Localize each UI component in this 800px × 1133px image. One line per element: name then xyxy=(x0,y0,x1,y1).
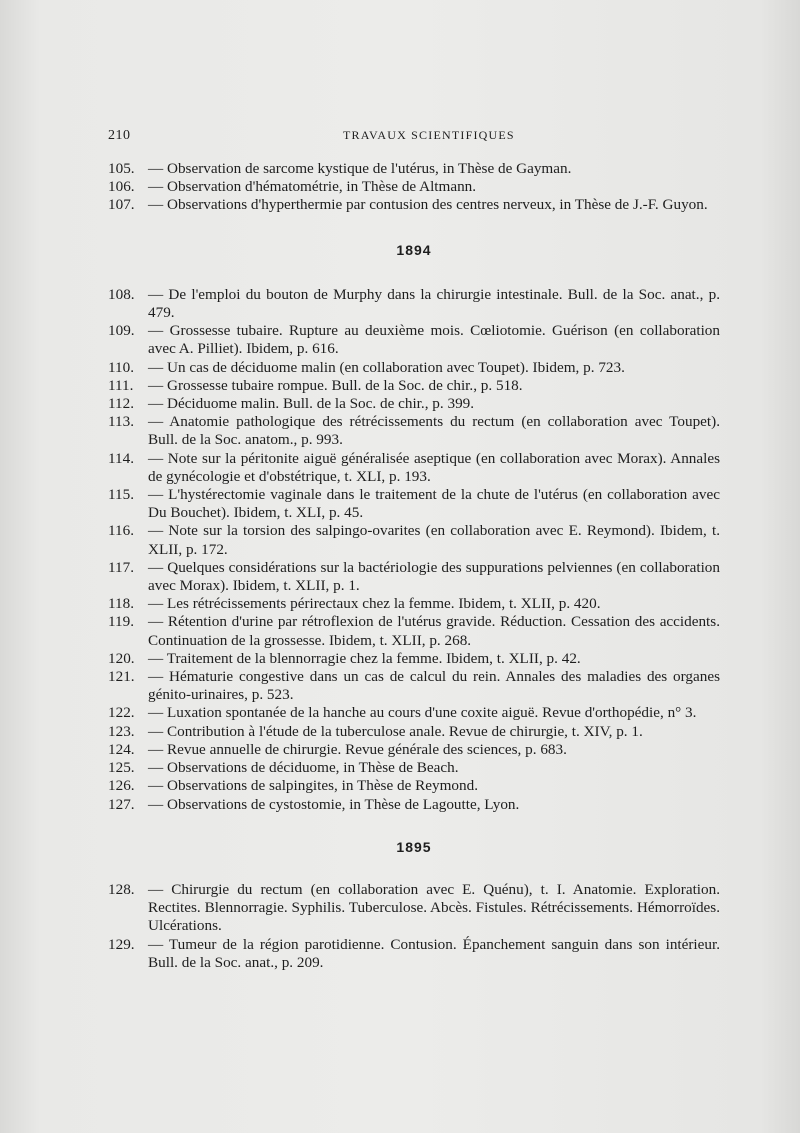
entry-number: 125. xyxy=(108,759,135,777)
bibliography-list xyxy=(108,160,720,972)
entry-number: 120. xyxy=(108,649,135,667)
bibliography-entry xyxy=(108,650,720,668)
entry-text: — Observations d'hyperthermie par contusion des centres nerveux, in Thèse de J.-F. Guyon. xyxy=(148,196,708,214)
entry-number: 119. xyxy=(108,613,135,631)
entry-text: — Tumeur de la région parotidienne. Contusion. Épanchement sanguin dans son intérieur. Bull. de la Soc. anat., p. 209. xyxy=(148,935,720,971)
entry-text: — L'hystérectomie vaginale dans le traitement de la chute de l'utérus (en collaboration avec Du Bouchet). Ibidem, t. XLI, p. 45. xyxy=(148,486,720,522)
bibliography-entry xyxy=(108,322,720,358)
entry-number: 121. xyxy=(108,668,135,686)
entry-number: 122. xyxy=(108,704,135,722)
entry-text: — Les rétrécissements périrectaux chez la femme. Ibidem, t. XLII, p. 420. xyxy=(148,595,601,613)
entry-text: — Grossesse tubaire rompue. Bull. de la Soc. de chir., p. 518. xyxy=(148,376,523,394)
entry-text: — Un cas de déciduome malin (en collaboration avec Toupet). Ibidem, p. 723. xyxy=(148,358,625,376)
bibliography-entry xyxy=(108,486,720,522)
bibliography-entry xyxy=(108,881,720,936)
entry-number: 127. xyxy=(108,795,135,813)
bibliography-entry xyxy=(108,936,720,972)
bibliography-entry xyxy=(108,359,720,377)
entry-number: 117. xyxy=(108,558,135,576)
entry-text: — Observation de sarcome kystique de l'utérus, in Thèse de Gayman. xyxy=(148,160,572,177)
bibliography-entry xyxy=(108,704,720,722)
bibliography-entry xyxy=(108,668,720,704)
bibliography-entry xyxy=(108,559,720,595)
entry-text: — Revue annuelle de chirurgie. Revue générale des sciences, p. 683. xyxy=(148,740,567,758)
bibliography-entry xyxy=(108,160,720,178)
bibliography-entry xyxy=(108,377,720,395)
entry-number: 105. xyxy=(108,160,135,177)
entry-number: 116. xyxy=(108,522,135,540)
bibliography-entry xyxy=(108,413,720,449)
entry-text: — Observations de déciduome, in Thèse de Beach. xyxy=(148,759,459,777)
year-heading: 1894 xyxy=(396,241,432,258)
year-heading: 1895 xyxy=(396,838,432,855)
entry-text: — Observation d'hématométrie, in Thèse de Altmann. xyxy=(148,178,477,196)
bibliography-entry xyxy=(108,759,720,777)
entry-number: 118. xyxy=(108,595,135,613)
entry-number: 111. xyxy=(108,376,134,394)
entry-number: 106. xyxy=(108,178,135,196)
bibliography-entry xyxy=(108,796,720,814)
entry-number: 112. xyxy=(108,395,135,413)
bibliography-entry xyxy=(108,178,720,196)
entry-text: — Contribution à l'étude de la tuberculose anale. Revue de chirurgie, t. XIV, p. 1. xyxy=(148,722,643,740)
entry-text: — Grossesse tubaire. Rupture au deuxième mois. Cœliotomie. Guérison (en collaboration avec A. Pilliet). Ibidem, p. 616. xyxy=(148,322,720,358)
entry-text: — Traitement de la blennorragie chez la femme. Ibidem, t. XLII, p. 42. xyxy=(148,649,581,667)
bibliography-entry xyxy=(108,395,720,413)
bibliography-entry xyxy=(108,286,720,322)
bibliography-entry xyxy=(108,613,720,649)
entry-number: 126. xyxy=(108,777,135,795)
entry-text: — Anatomie pathologique des rétrécissements du rectum (en collaboration avec Toupet). Bull. de la Soc. anatom., p. 993. xyxy=(148,413,720,449)
entry-number: 110. xyxy=(108,358,135,376)
entry-number: 123. xyxy=(108,722,135,740)
entry-number: 114. xyxy=(108,449,135,467)
bibliography-entry xyxy=(108,723,720,741)
entry-text: — Luxation spontanée de la hanche au cours d'une coxite aiguë. Revue d'orthopédie, n° 3. xyxy=(148,704,697,722)
entry-number: 108. xyxy=(108,285,135,303)
entry-number: 113. xyxy=(108,413,135,431)
page-number: 210 xyxy=(108,128,131,143)
bibliography-entry xyxy=(108,595,720,613)
bibliography-entry xyxy=(108,777,720,795)
entry-text: — Observations de salpingites, in Thèse de Reymond. xyxy=(148,777,478,795)
entry-number: 107. xyxy=(108,196,135,214)
bibliography-entry xyxy=(108,450,720,486)
entry-number: 124. xyxy=(108,740,135,758)
entry-text: — Note sur la péritonite aiguë généralisée aseptique (en collaboration avec Morax). Annales de gynécologie et d'obstétrique, t. XLI, p. 193. xyxy=(148,449,720,485)
entry-text: — Observations de cystostomie, in Thèse de Lagoutte, Lyon. xyxy=(148,795,520,813)
bibliography-entry xyxy=(108,196,720,214)
entry-number: 115. xyxy=(108,486,135,504)
entry-number: 129. xyxy=(108,935,135,953)
bibliography-entry xyxy=(108,522,720,558)
entry-text: — Chirurgie du rectum (en collaboration avec E. Quénu), t. I. Anatomie. Exploration. Rectites. Blennorragie. Syphilis. Tuberculose. Abcès. Fistules. Rétrécissements. Hémorroïdes. Ulcérations. xyxy=(148,880,720,935)
entry-number: 128. xyxy=(108,880,135,898)
bibliography-entry xyxy=(108,741,720,759)
entry-text: — Déciduome malin. Bull. de la Soc. de chir., p. 399. xyxy=(148,395,475,413)
running-title: TRAVAUX SCIENTIFIQUES xyxy=(343,128,515,142)
entry-text: — Rétention d'urine par rétroflexion de l'utérus gravide. Réduction. Cessation des accidents. Continuation de la grossesse. Ibidem, t. XLII, p. 268. xyxy=(148,613,720,649)
entry-text: — Note sur la torsion des salpingo-ovarites (en collaboration avec E. Reymond). Ibidem, t. XLII, p. 172. xyxy=(148,522,720,558)
entry-text: — Quelques considérations sur la bactériologie des suppurations pelviennes (en collaboration avec Morax). Ibidem, t. XLII, p. 1. xyxy=(148,558,720,595)
entry-text: — De l'emploi du bouton de Murphy dans la chirurgie intestinale. Bull. de la Soc. anat., p. 479. xyxy=(148,285,720,322)
entry-text: — Hématurie congestive dans un cas de calcul du rein. Annales des maladies des organes génito-urinaires, p. 523. xyxy=(148,668,720,704)
entry-number: 109. xyxy=(108,322,135,340)
